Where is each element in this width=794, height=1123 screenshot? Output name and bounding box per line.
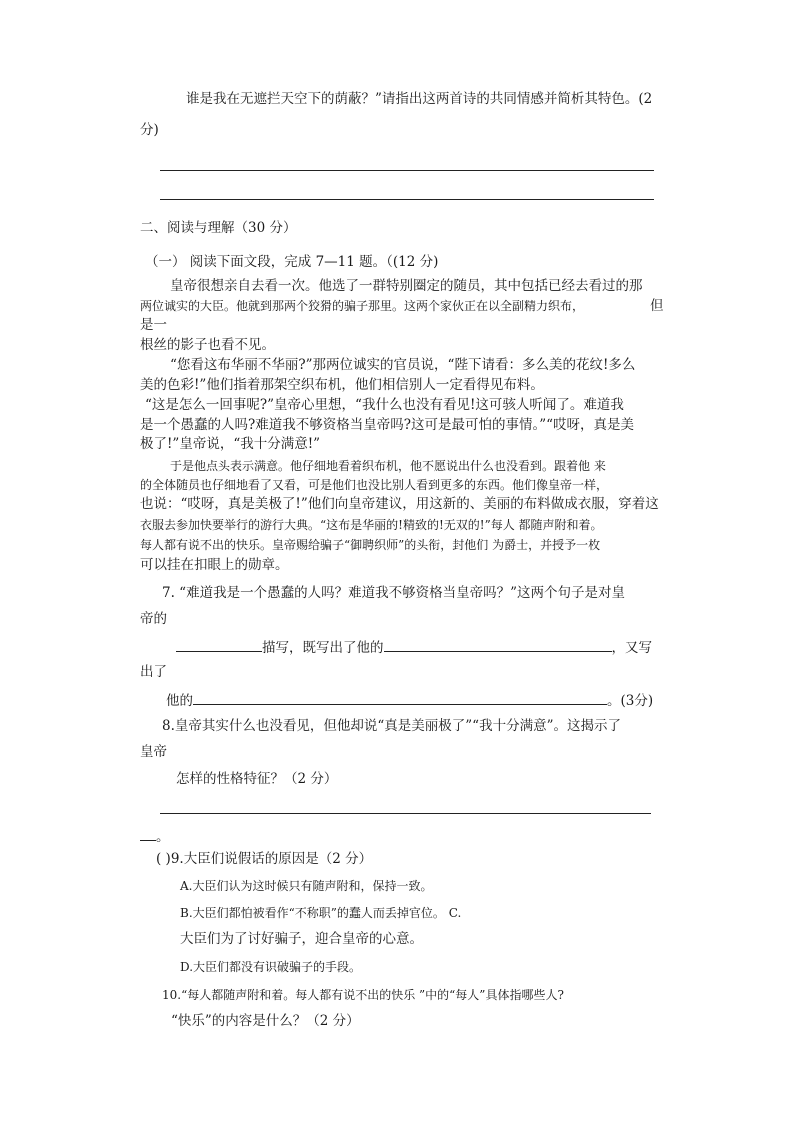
question-7-text: 他的 <box>166 693 193 709</box>
subsection-heading: （一） 阅读下面文段，完成 7—11 题。（(12 分) <box>145 254 439 270</box>
passage-line: 两位诚实的大臣。他就到那两个狡猾的骗子那里。这两个家伙正在以全副精力织布， <box>140 299 585 313</box>
passage-line: “您看这布华丽不华丽?”那两位诚实的官员说，“陛下请看：多么美的花纹!多么 <box>170 357 636 373</box>
answer-blank[interactable] <box>140 826 156 841</box>
question-8-text: 怎样的性格特征？（2 分） <box>176 771 338 787</box>
question-8-line <box>140 826 170 846</box>
passage-line: 但 <box>650 298 664 314</box>
answer-line[interactable] <box>160 813 651 814</box>
passage-line: 于是他点头表示满意。他仔细地看着织布机，他不愿说出什么也没看到。跟着他 来 <box>170 459 606 473</box>
option-c[interactable]: 大臣们为了讨好骗子，迎合皇帝的心意。 <box>180 931 423 947</box>
passage-line: 可以挂在扣眼上的勋章。 <box>140 557 289 573</box>
option-d[interactable]: D.大臣们都没有识破骗子的手段。 <box>180 960 362 974</box>
passage-line: “这是怎么一回事呢?”皇帝心里想，“我什么也没有看见!这可骇人听闻了。难道我 <box>145 397 624 413</box>
option-a[interactable]: A.大臣们认为这时候只有随声附和，保持一致。 <box>180 879 433 893</box>
question-8-text: 皇帝 <box>140 744 167 760</box>
section-heading: 二、阅读与理解（30 分） <box>140 220 297 236</box>
question-7-text: 出了 <box>140 664 167 680</box>
question-7-text: 7. “难道我是一个愚蠢的人吗？难道我不够资格当皇帝吗？”这两个句子是对皇 <box>162 585 625 601</box>
question-7-line <box>176 637 652 657</box>
question-7-text: ，又写 <box>611 640 652 656</box>
passage-line: 的全体随员也仔细地看了又看，可是他们也没比别人看到更多的东西。他们像皇帝一样， <box>140 478 609 492</box>
passage-line: 是一 <box>140 317 167 333</box>
passage-line: 极了!”皇帝说，“我十分满意!” <box>140 436 321 452</box>
question-7-text: 描写，既写出了他的 <box>262 640 384 656</box>
question-text-line: 谁是我在无遮拦天空下的荫蔽？”请指出这两首诗的共同情感并简析其特色。(2 <box>186 91 653 107</box>
question-7-line <box>166 690 653 710</box>
question-10-text: 10.“每人都随声附和着。每人都有说不出的快乐 ”中的“每人”具体指哪些人? <box>162 988 564 1002</box>
passage-line: 每人都有说不出的快乐。皇帝赐给骗子“御聘织师”的头衔，封他们 为爵士，并授予一枚 <box>140 538 601 552</box>
question-8-text: 8.皇帝其实什么也没看见，但他却说“真是美丽极了”“我十分满意”。这揭示了 <box>162 718 621 734</box>
passage-line: 衣服去参加快要举行的游行大典。“这布是华丽的!精致的!无双的!”每人 都随声附和着。 <box>140 518 603 532</box>
question-7-text: 。(3分) <box>607 693 654 709</box>
passage-line: 皇帝很想亲自去看一次。他选了一群特别圈定的随员，其中包括已经去看过的那 <box>170 278 643 294</box>
option-b[interactable]: B.大臣们都怕被看作“不称职”的蠢人而丢掉官位。 C. <box>180 906 462 920</box>
answer-blank[interactable] <box>193 690 607 705</box>
question-text-line: 分) <box>140 122 159 138</box>
passage-line: 美的色彩!”他们指着那架空织布机，他们相信别人一定看得见布料。 <box>140 377 544 393</box>
passage-line: 根丝的影子也看不见。 <box>140 337 275 353</box>
passage-line: 也说：“哎呀，真是美极了!”他们向皇帝建议，用这新的、美丽的布料做成衣服，穿着这 <box>140 496 659 512</box>
answer-blank[interactable] <box>384 637 612 652</box>
passage-line: 是一个愚蠢的人吗?难道我不够资格当皇帝吗?这可是最可怕的事情。”“哎呀，真是美 <box>140 417 635 433</box>
question-9-stem: ( )9.大臣们说假话的原因是（2 分） <box>156 851 373 867</box>
question-10-text: “快乐”的内容是什么？（2 分） <box>171 1013 360 1029</box>
answer-line[interactable] <box>160 170 654 171</box>
answer-blank[interactable] <box>176 637 262 652</box>
question-7-text: 帝的 <box>140 611 167 627</box>
question-8-text: 。 <box>156 829 170 845</box>
answer-line[interactable] <box>160 199 654 200</box>
